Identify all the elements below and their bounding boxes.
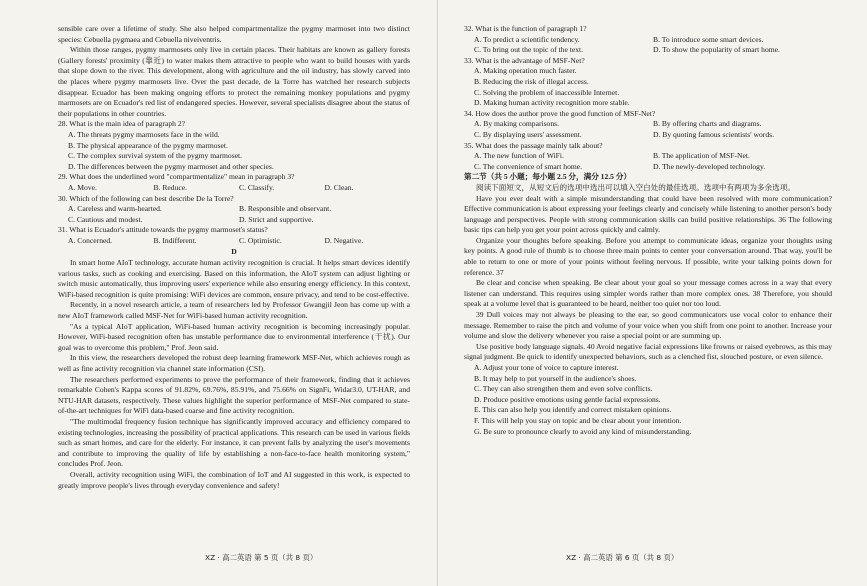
passage-d-paragraph: In smart home AIoT technology, accurate human activity recognition is crucial. It helps smart devices identify various tasks, such as cooking and exercising. Based on this information, the AIoT system can adjust lighting or switch music automatically, thus improving users' experience while also ensuring energy efficiency. In this context, WiFi-based recognition is quite promising: WiFi devices are common, ensure privacy, and tend to be cost-effective.	[58, 258, 410, 299]
passage-7x5-paragraph: Be clear and concise when speaking. Be clear about your goal so your message comes across in a way that every listener can understand. This requires using simpler words rather than more complex ones. 38 Therefore, you should speak at a volume level that is guaranteed to be heard, neither too quiet nor too loud.	[464, 278, 832, 309]
answer-option: D. The differences between the pygmy marmoset and other species.	[68, 161, 274, 171]
answer-option: D. To show the popularity of smart home.	[653, 45, 780, 55]
passage-d-paragraph: Recently, in a novel research article, a team of researchers led by Professor Gwangjil Jeon has come up with a new AIoT framework called MSF-Net for WiFi-based human activity recognition.	[58, 300, 410, 321]
answer-option-row	[464, 130, 832, 141]
answer-option: B. By offering charts and diagrams.	[653, 119, 762, 129]
answer-option: B. Indifferent.	[153, 235, 197, 245]
question-stem: 32. What is the function of paragraph 1?	[464, 24, 587, 33]
answer-option-row	[58, 183, 410, 194]
passage-d	[58, 258, 410, 491]
question-stem: 34. How does the author prove the good function of MSF-Net?	[464, 108, 656, 118]
answer-option: D. Clean.	[324, 182, 354, 192]
answer-option: C. Optimistic.	[239, 235, 282, 245]
blank-option: F. This will help you stay on topic and be clear about your intention.	[474, 415, 682, 425]
question-stem: 31. What is Ecuador's attitude towards the pygmy marmoset's status?	[58, 225, 268, 235]
answer-option: A. To predict a scientific tendency.	[474, 34, 580, 44]
right-page	[464, 24, 832, 437]
passage-c-paragraph: Within those ranges, pygmy marmosets only live in certain places. Their habitats are known as gallery forests (Gallery forests' proximity (靠近) to water makes them attractive to people who want to build houses with yards that slope down to the river. This development, along with agriculture and the oil industry, has slowly carved into the places where pygmy marmosets live. Over the past decade, de la Torre has watched her research subjects disappear. Ecuador has been making ongoing efforts to protect the remaining monkey populations and pygmy marmosets are on Ecuador's red list of endangered species. However, several specialists disagree about the status of their populations in other countries.	[58, 45, 410, 118]
passage-d-paragraph: In this view, the researchers developed the robust deep learning framework MSF-Net, which achieves rough as well as fine activity recognition via channel state information (CSI).	[58, 353, 410, 373]
answer-option: D. The newly-developed technology.	[653, 161, 766, 171]
passage-7x5	[464, 194, 832, 364]
questions-c	[58, 119, 410, 246]
passage-7x5-paragraph: 39 Dull voices may not always be pleasing to the ear, so good communicators use vocal color to enhance their message. Remember to raise the pitch and volume of your voice when you shift from one point to another. Increase your volume and slow the delivery whenever you raise a special point or are summing up.	[464, 310, 832, 341]
answer-option-row	[58, 204, 410, 215]
question-stem: 35. What does the passage mainly talk about?	[464, 140, 603, 150]
page-footer-right: XZ · 高二英语 第 6 页（共 8 页）	[566, 553, 679, 562]
answer-option: A. The threats pygmy marmosets face in the wild.	[68, 129, 220, 139]
answer-option: D. Negative.	[324, 235, 364, 245]
question-stem: 30. Which of the following can best describe De la Torre?	[58, 193, 234, 203]
answer-option: B. Responsible and observant.	[239, 204, 332, 214]
blank-option: D. Produce positive emotions using gentle facial expressions.	[474, 394, 661, 404]
answer-option: D. Making human activity recognition more stable.	[474, 98, 630, 108]
answer-option-row	[58, 215, 410, 226]
blank-option: C. They can also strengthen them and even solve conflicts.	[474, 384, 653, 394]
answer-option: B. Reducing the risk of illegal access.	[474, 76, 589, 86]
answer-option: C. The complex survival system of the pygmy marmoset.	[68, 151, 243, 161]
page-footer-left: XZ · 高二英语 第 5 页（共 8 页）	[205, 553, 318, 562]
answer-option: B. The application of MSF-Net.	[653, 151, 750, 161]
question-stem: 33. What is the advantage of MSF-Net?	[464, 55, 585, 65]
answer-option: B. To introduce some smart devices.	[653, 34, 764, 44]
passage-7x5-paragraph: Use positive body language signals. 40 Avoid negative facial expressions like frowns or raised eyebrows, as this may signal judgment. Be quick to identify unexpected behaviors, such as a clenched fist, slouched posture, or even silence.	[464, 341, 832, 362]
passage-d-paragraph: The researchers performed experiments to prove the performance of their framework, finding that it achieves remarkable Cohen's Kappa scores of 91.82%, 69.76%, 85.91%, and 75.66% on SignFi, Widar3.0, UT-HAR, and NTU-HAR datasets, respectively. These values highlight the superior performance of MSF-Net compared to state-of-the-art techniques for WiFi data-based coarse and fine activity recognition.	[58, 374, 410, 416]
passage-7x5-paragraph: Organize your thoughts before speaking. Before you attempt to communicate ideas, organize your thoughts using key points. A good rule of thumb is to choose three main points to center your conversation around. That way, you'll be able to return to one or more of your points without feeling nervous. If possible, write your talking points down for reference. 37	[464, 235, 832, 277]
section2-title: 第二节（共 5 小题；每小题 2.5 分，满分 12.5 分）	[464, 172, 632, 182]
answer-option: A. Concerned.	[68, 235, 113, 245]
answer-option: B. Reduce.	[153, 182, 188, 192]
question-stem: 29. What does the underlined word "compartmentalize" mean in paragraph 3?	[58, 172, 295, 182]
options-7x5	[464, 363, 832, 437]
blank-option: B. It may help to put yourself in the audience's shoes.	[474, 373, 637, 383]
answer-option-row	[464, 35, 832, 46]
answer-option: C. Cautious and modest.	[68, 214, 143, 224]
answer-option: C. By displaying users' assessment.	[474, 129, 582, 139]
answer-option-row	[58, 236, 410, 247]
left-page	[58, 24, 410, 491]
blank-option: G. Be sure to pronounce clearly to avoid any kind of misunderstanding.	[474, 426, 692, 436]
answer-option: D. By quoting famous scientists' words.	[653, 129, 774, 139]
passage-d-paragraph: Overall, activity recognition using WiFi, the combination of IoT and AI suggested in this work, is expected to greatly improve people's lives through everyday convenience and safety!	[58, 469, 410, 490]
answer-option-row	[464, 45, 832, 56]
answer-option-row	[464, 162, 832, 173]
blank-option: A. Adjust your tone of voice to capture interest.	[474, 363, 619, 372]
section2-instructions: 阅读下面短文，从短文后的选项中选出可以填入空白处的最佳选项。选项中有两项为多余选项。	[476, 182, 795, 192]
answer-option: C. Classify.	[239, 182, 275, 192]
passage-d-paragraph: "The multimodal frequency fusion technique has significantly improved accuracy and efficiency compared to existing technologies, increasing the possibility of practical applications. This research can be used in various fields such as smart homes, and care for the elderly. For instance, it can prevent falls by analyzing the user's movements and contribute to improving the quality of life by establishing a non-face-to-face health monitoring system," concludes Prof. Jeon.	[58, 416, 410, 469]
blank-option: E. This can also help you identify and correct mistaken opinions.	[474, 405, 672, 415]
answer-option: A. Careless and warm-hearted.	[68, 204, 162, 214]
answer-option: C. To bring out the topic of the text.	[474, 45, 584, 55]
answer-option: A. The new function of WiFi.	[474, 151, 564, 161]
answer-option: B. The physical appearance of the pygmy marmoset.	[68, 140, 228, 150]
passage-c-paragraph: sensible care over a lifetime of study. She also helped compartmentalize the pygmy marmoset into two distinct species: Cebuella pygmaea and Cebuella niveiventris.	[58, 24, 410, 44]
answer-option: C. Solving the problem of inaccessible Internet.	[474, 87, 620, 97]
passage-7x5-paragraph: Have you ever dealt with a simple misunderstanding that could have been resolved with more communication? Effective communication is about expressing your feelings clearly and concisely while listening to another person's body language and perspectives. People with strong communication skills can build positive relationships. 36 The following basic tips can help you get your point across quickly and calmly.	[464, 193, 832, 235]
page-fold-divider	[437, 0, 438, 586]
answer-option: A. Move.	[68, 182, 97, 192]
answer-option-row	[464, 119, 832, 130]
answer-option: A. Making operation much faster.	[474, 66, 577, 76]
passage-d-paragraph: "As a typical AIoT application, WiFi-based human activity recognition is becoming increasingly popular. However, WiFi-based recognition often has unstable performance due to environmental interference (干扰). Our goal was to overcome this problem," Prof. Jeon said.	[58, 321, 410, 352]
answer-option: C. The convenience of smart home.	[474, 161, 583, 171]
questions-d	[464, 24, 832, 172]
question-stem: 28. What is the main idea of paragraph 2?	[58, 119, 186, 129]
answer-option: D. Strict and supportive.	[239, 214, 314, 224]
answer-option: A. By making comparisons.	[474, 119, 559, 129]
answer-option-row	[464, 151, 832, 162]
section-d-label: D	[231, 247, 237, 257]
